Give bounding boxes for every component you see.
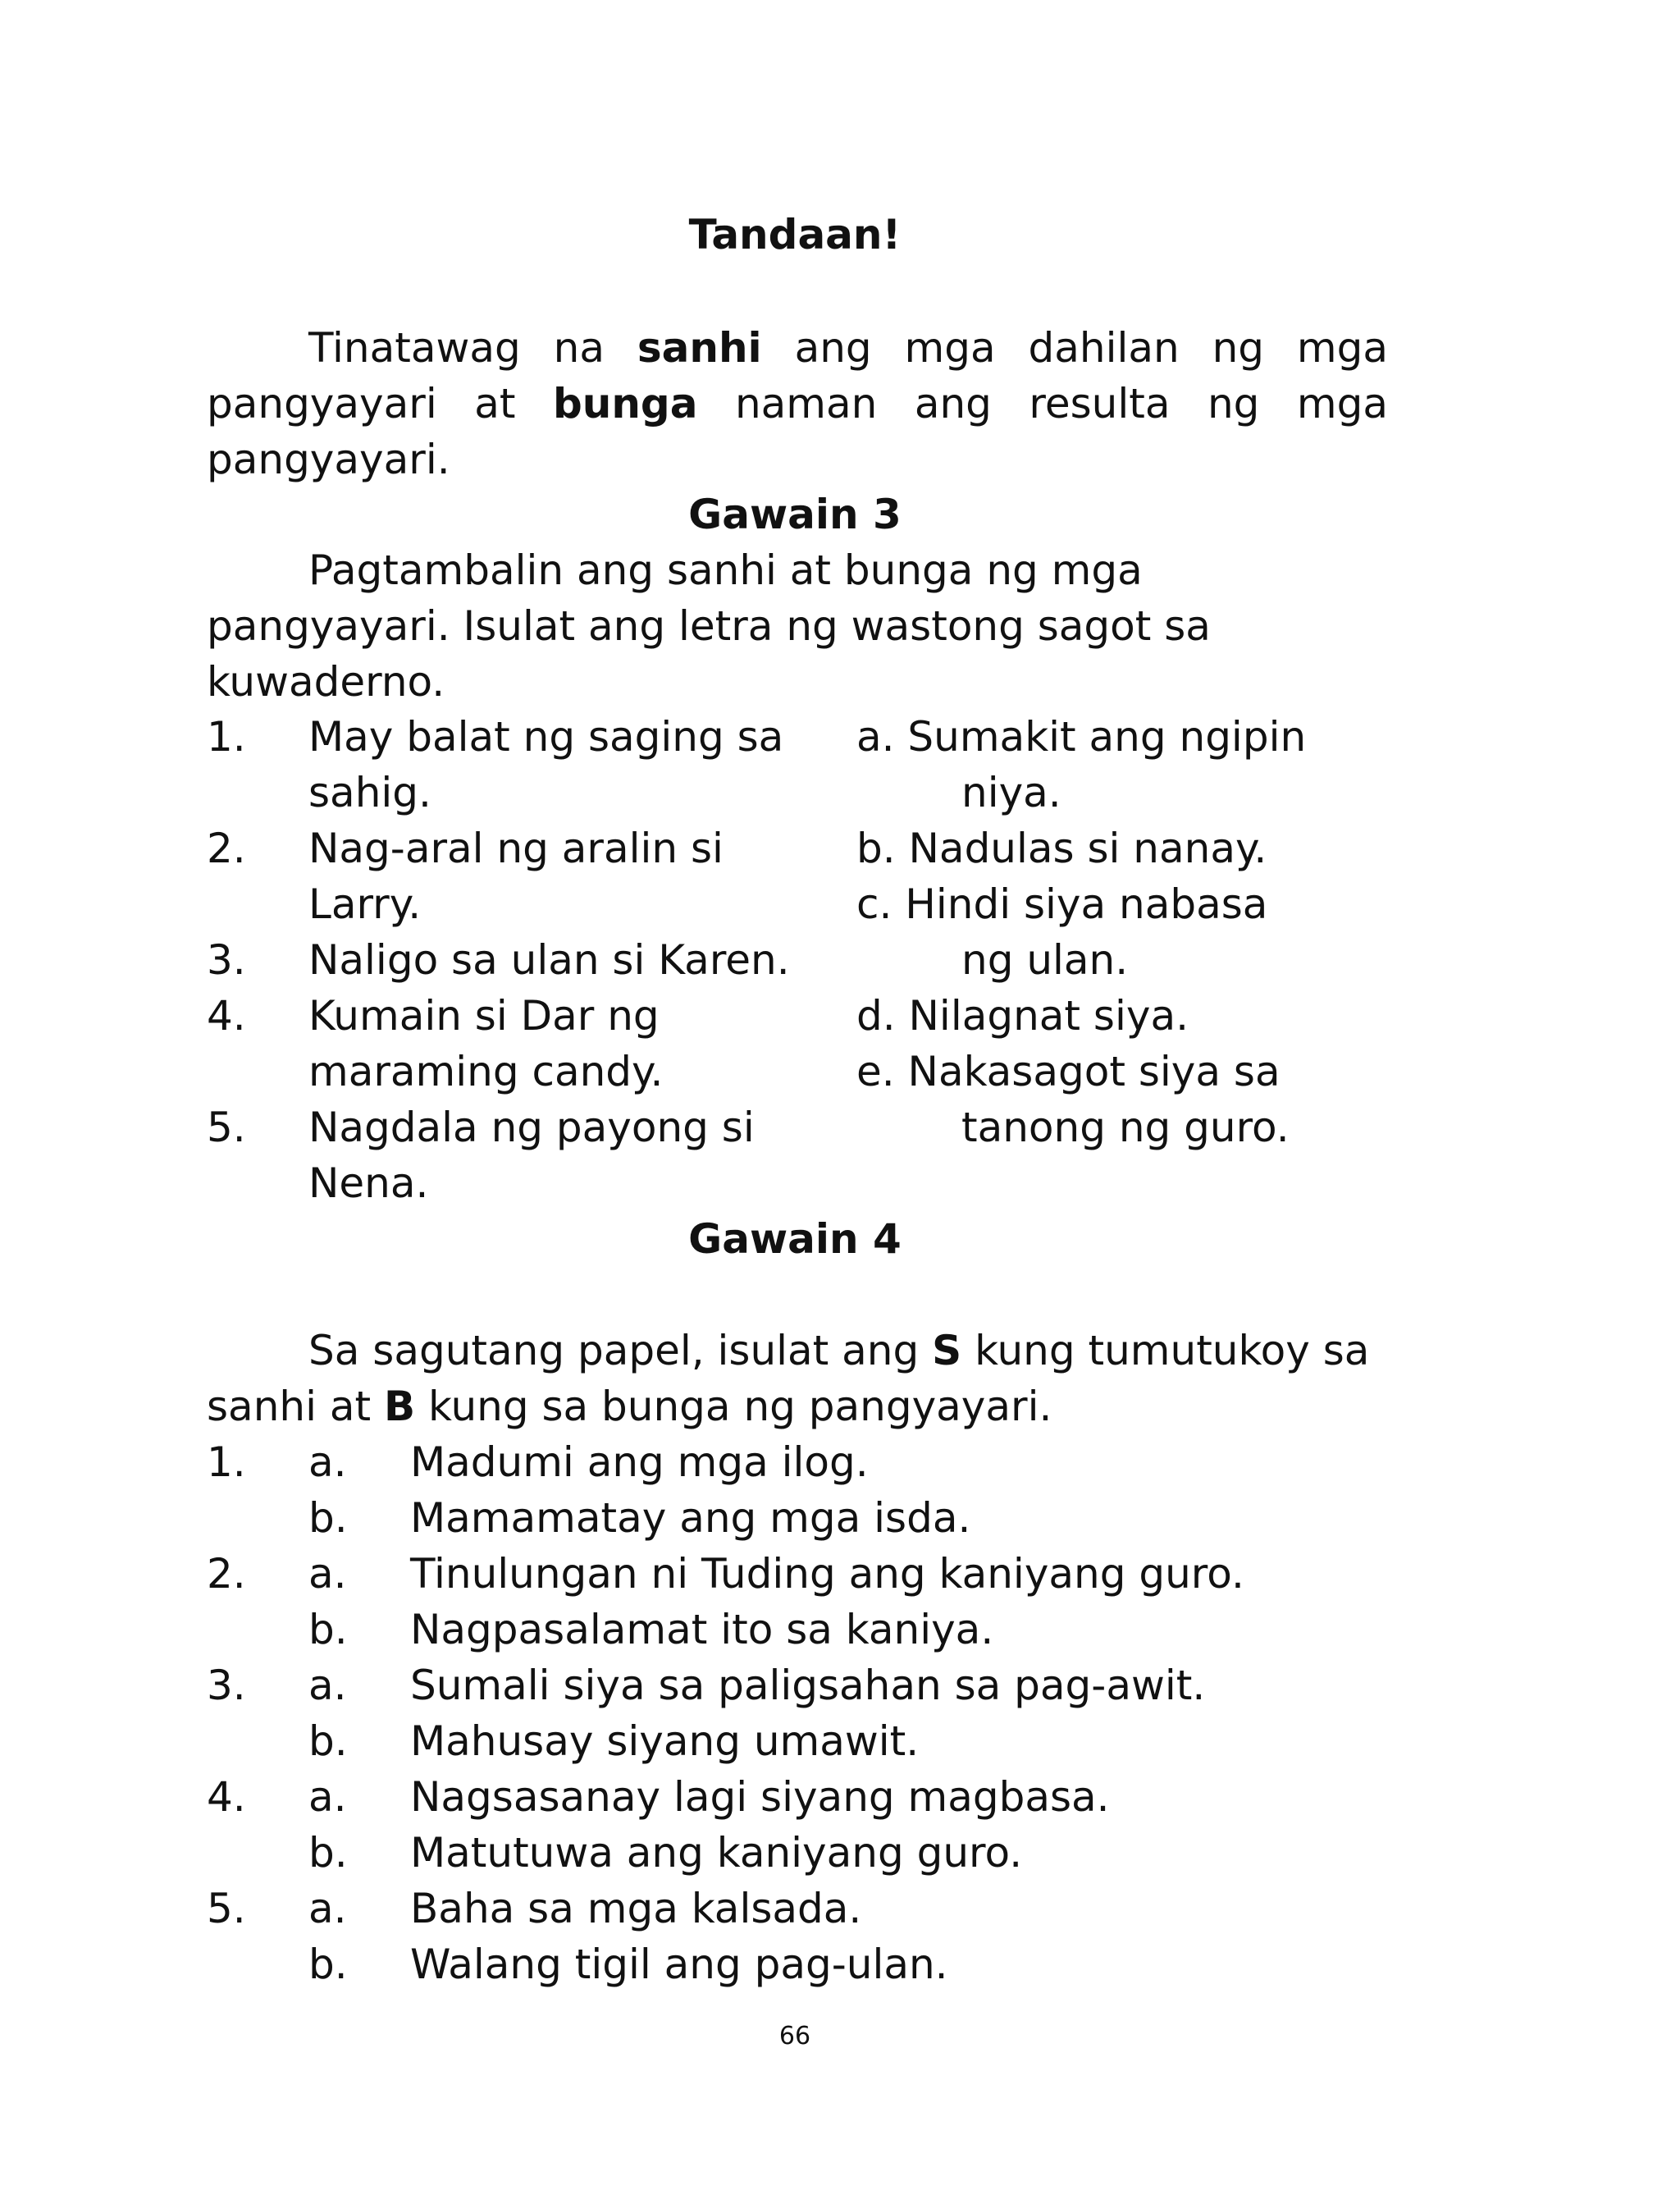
sanhi-text: Nag-aral ng aralin si Larry.: [308, 825, 724, 928]
keyword-b: B: [384, 1383, 416, 1430]
item-letter: b.: [308, 1606, 348, 1653]
item-letter: a.: [308, 1438, 347, 1486]
tandaan-text-3: naman ang resulta ng mga pangyayari.: [207, 380, 1388, 483]
gawain3-instructions: Pagtambalin ang sanhi at bunga ng mga pangyayari. Isulat ang letra ng wastong sagot sa kuwaderno.: [207, 546, 1211, 706]
gawain4-text-2: kung tumutukoy sa sanhi at: [207, 1327, 1370, 1430]
item-number: 2.: [207, 1550, 246, 1598]
gawain4-item-1b: [207, 1490, 1437, 1546]
sanhi-text: Kumain si Dar ng maraming candy.: [308, 992, 664, 1095]
bunga-item-a: [856, 709, 1381, 821]
bunga-item-e: [856, 1044, 1381, 1155]
tandaan-text-2: ang mga dahilan ng mga pangyayari at: [207, 324, 1388, 427]
item-text: Walang tigil ang pag-ulan.: [410, 1941, 948, 1988]
tandaan-heading: Tandaan!: [688, 211, 902, 258]
bunga-text-continued: tanong ng guro.: [961, 1104, 1290, 1151]
gawain4-item-2a: [207, 1546, 1437, 1602]
item-letter: a.: [308, 1662, 347, 1709]
gawain4-item-4b: [207, 1825, 1437, 1881]
gawain4-item-2b: [207, 1602, 1437, 1657]
item-number: 4.: [207, 1773, 246, 1821]
bunga-item-b: [856, 821, 1381, 876]
gawain4-text-3: kung sa bunga ng pangyayari.: [428, 1383, 1052, 1430]
item-number: 1.: [207, 1438, 246, 1486]
item-letter: b.: [308, 1829, 348, 1877]
sanhi-number: 2.: [207, 825, 246, 872]
tandaan-text-1: Tinatawag na: [308, 324, 605, 372]
gawain4-item-3b: [207, 1713, 1437, 1769]
item-text: Mahusay siyang umawit.: [410, 1717, 920, 1765]
sanhi-number: 5.: [207, 1104, 246, 1151]
item-text: Madumi ang mga ilog.: [410, 1438, 869, 1486]
item-text: Mamamatay ang mga isda.: [410, 1494, 971, 1542]
gawain4-item-1a: [207, 1434, 1437, 1490]
bunga-text: c. Hindi siya nabasa: [856, 880, 1268, 928]
bunga-item-d: [856, 988, 1381, 1044]
gawain4-item-5b: [207, 1936, 1437, 1992]
item-letter: b.: [308, 1717, 348, 1765]
bunga-text: b. Nadulas si nanay.: [856, 825, 1267, 872]
gawain4-item-4a: [207, 1769, 1437, 1825]
item-text: Nagsasanay lagi siyang magbasa.: [410, 1773, 1110, 1821]
item-letter: a.: [308, 1773, 347, 1821]
item-text: Tinulungan ni Tuding ang kaniyang guro.: [410, 1550, 1244, 1598]
item-text: Nagpasalamat ito sa kaniya.: [410, 1606, 994, 1653]
sanhi-text: May balat ng saging sa sahig.: [308, 713, 784, 816]
item-letter: a.: [308, 1550, 347, 1598]
item-text: Sumali siya sa paligsahan sa pag-awit.: [410, 1662, 1206, 1709]
gawain3-instructions-paragraph: [207, 542, 1388, 710]
bunga-text: e. Nakasagot siya sa: [856, 1048, 1281, 1095]
bunga-text: a. Sumakit ang ngipin: [856, 713, 1307, 761]
keyword-sanhi: sanhi: [637, 324, 762, 372]
tandaan-paragraph: [207, 320, 1388, 487]
sanhi-number: 3.: [207, 936, 246, 984]
item-number: 3.: [207, 1662, 246, 1709]
item-letter: b.: [308, 1494, 348, 1542]
item-text: Matutuwa ang kaniyang guro.: [410, 1829, 1023, 1877]
item-letter: b.: [308, 1941, 348, 1988]
bunga-text-continued: niya.: [961, 769, 1061, 816]
gawain4-item-3a: [207, 1657, 1437, 1713]
gawain3-heading: Gawain 3: [688, 491, 902, 538]
gawain4-heading: Gawain 4: [688, 1215, 902, 1263]
item-text: Baha sa mga kalsada.: [410, 1885, 862, 1932]
sanhi-number: 1.: [207, 713, 246, 761]
sanhi-text: Naligo sa ulan si Karen.: [308, 936, 790, 984]
sanhi-text: Nagdala ng payong si Nena.: [308, 1104, 755, 1207]
item-letter: a.: [308, 1885, 347, 1932]
bunga-text-continued: ng ulan.: [961, 936, 1129, 984]
bunga-item-c: [856, 876, 1381, 988]
item-number: 5.: [207, 1885, 246, 1932]
gawain4-text-1: Sa sagutang papel, isulat ang: [308, 1327, 920, 1374]
page-number: 66: [778, 2022, 811, 2051]
gawain4-item-5a: [207, 1881, 1437, 1936]
sanhi-number: 4.: [207, 992, 246, 1040]
keyword-bunga: bunga: [552, 380, 698, 427]
keyword-s: S: [932, 1327, 962, 1374]
gawain4-instructions-paragraph: [207, 1323, 1388, 1434]
bunga-text: d. Nilagnat siya.: [856, 992, 1189, 1040]
